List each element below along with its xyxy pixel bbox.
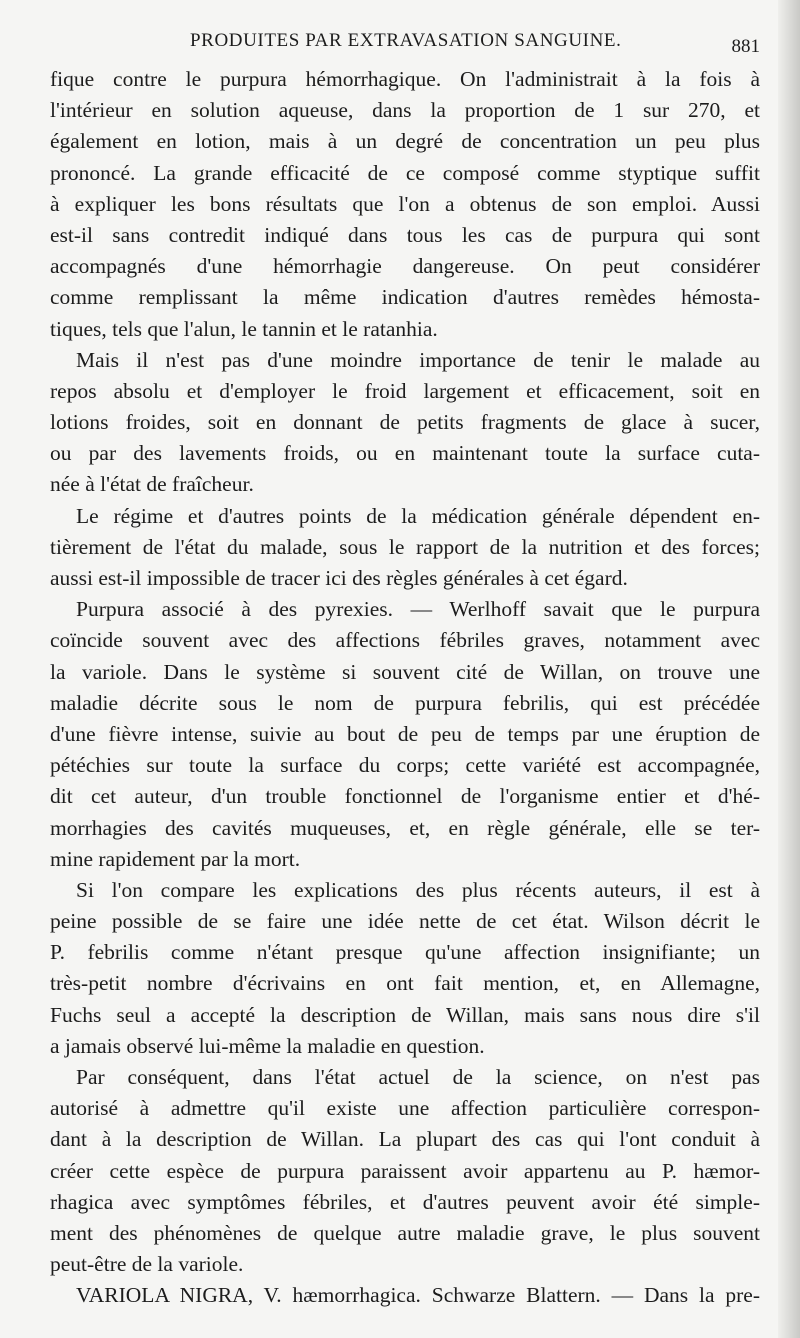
- text-line: Si l'on compare les explications des plus récents auteurs, il est à: [76, 877, 760, 902]
- text-line: aussi est-il impossible de tracer ici des règles générales à cet égard.: [50, 566, 628, 590]
- text-line: également en lotion, mais à un degré de concentration un peu plus: [50, 129, 760, 154]
- text-line: ment des phénomènes de quelque autre maladie grave, le plus souvent: [50, 1220, 760, 1245]
- text-line: Par conséquent, dans l'état actuel de la science, on n'est pas: [76, 1065, 760, 1089]
- page-edge-shadow: [778, 0, 800, 1338]
- text-line: autorisé à admettre qu'il existe une affection particulière correspon-: [50, 1096, 760, 1121]
- text-line: lotions froides, soit en donnant de petits fragments de glace à sucer,: [50, 410, 760, 435]
- text-line: VARIOLA NIGRA, V. hæmorrhagica. Schwarze Blattern. — Dans la pre-: [76, 1283, 760, 1308]
- text-line: l'intérieur en solution aqueuse, dans la proportion de 1 sur 270, et: [50, 98, 760, 123]
- text-line: très-petit nombre d'écrivains en ont fait mention, et, en Allemagne,: [50, 971, 760, 996]
- text-line: fique contre le purpura hémorrhagique. On l'administrait à la fois à: [50, 67, 760, 91]
- text-line: accompagnés d'une hémorrhagie dangereuse. On peut considérer: [50, 254, 760, 279]
- text-line: Fuchs seul a accepté la description de Willan, mais sans nous dire s'il: [50, 1002, 760, 1027]
- text-line: d'une fièvre intense, suivie au bout de peu de temps par une éruption de: [50, 721, 760, 746]
- text-line: P. febrilis comme n'étant presque qu'une affection insignifiante; un: [50, 940, 760, 965]
- text-line: peine possible de se faire une idée nette de cet état. Wilson décrit le: [50, 909, 760, 934]
- text-line: morrhagies des cavités muqueuses, et, en règle générale, elle se ter-: [50, 815, 760, 840]
- text-line: comme remplissant la même indication d'autres remèdes hémosta-: [50, 285, 760, 310]
- page-number: 881: [731, 36, 760, 57]
- text-line: la variole. Dans le système si souvent cité de Willan, on trouve une: [50, 659, 760, 684]
- text-line: coïncide souvent avec des affections fébriles graves, notamment avec: [50, 628, 760, 653]
- text-line: Purpura associé à des pyrexies. — Werlhoff savait que le purpura: [76, 597, 760, 622]
- text-line: repos absolu et d'employer le froid largement et efficacement, soit en: [50, 378, 760, 403]
- text-line: née à l'état de fraîcheur.: [50, 472, 254, 497]
- text-line: à expliquer les bons résultats que l'on a obtenus de son emploi. Aussi: [50, 191, 760, 216]
- text-line: créer cette espèce de purpura paraissent avoir appartenu au P. hæmor-: [50, 1158, 760, 1183]
- text-line: peut-être de la variole.: [50, 1252, 244, 1277]
- text-line: prononcé. La grande efficacité de ce composé comme styptique suffit: [50, 160, 760, 185]
- text-line: maladie décrite sous le nom de purpura febrilis, qui est précédée: [50, 690, 760, 715]
- text-line: Mais il n'est pas d'une moindre importance de tenir le malade au: [76, 347, 760, 372]
- text-line: mine rapidement par la mort.: [50, 846, 301, 871]
- text-line: est-il sans contredit indiqué dans tous les cas de purpura qui sont: [50, 222, 760, 247]
- body-text: [50, 64, 760, 1312]
- text-line: tièrement de l'état du malade, sous le rapport de la nutrition et des forces;: [50, 534, 760, 559]
- text-line: a jamais observé lui-même la maladie en question.: [50, 1033, 485, 1058]
- text-line: dant à la description de Willan. La plupart des cas qui l'ont conduit à: [50, 1127, 760, 1152]
- text-line: pétéchies sur toute la surface du corps; cette variété est accompagnée,: [50, 753, 760, 778]
- text-line: rhagica avec symptômes fébriles, et d'autres peuvent avoir été simple-: [50, 1189, 760, 1214]
- page-header: [50, 30, 760, 60]
- text-line: dit cet auteur, d'un trouble fonctionnel de l'organisme entier et d'hé-: [50, 784, 760, 809]
- running-title: PRODUITES PAR EXTRAVASATION SANGUINE.: [190, 30, 622, 51]
- text-line: ou par des lavements froids, ou en maintenant toute la surface cuta-: [50, 441, 760, 466]
- text-line: tiques, tels que l'alun, le tannin et le ratanhia.: [50, 316, 438, 341]
- text-line: Le régime et d'autres points de la médication générale dépendent en-: [76, 503, 760, 528]
